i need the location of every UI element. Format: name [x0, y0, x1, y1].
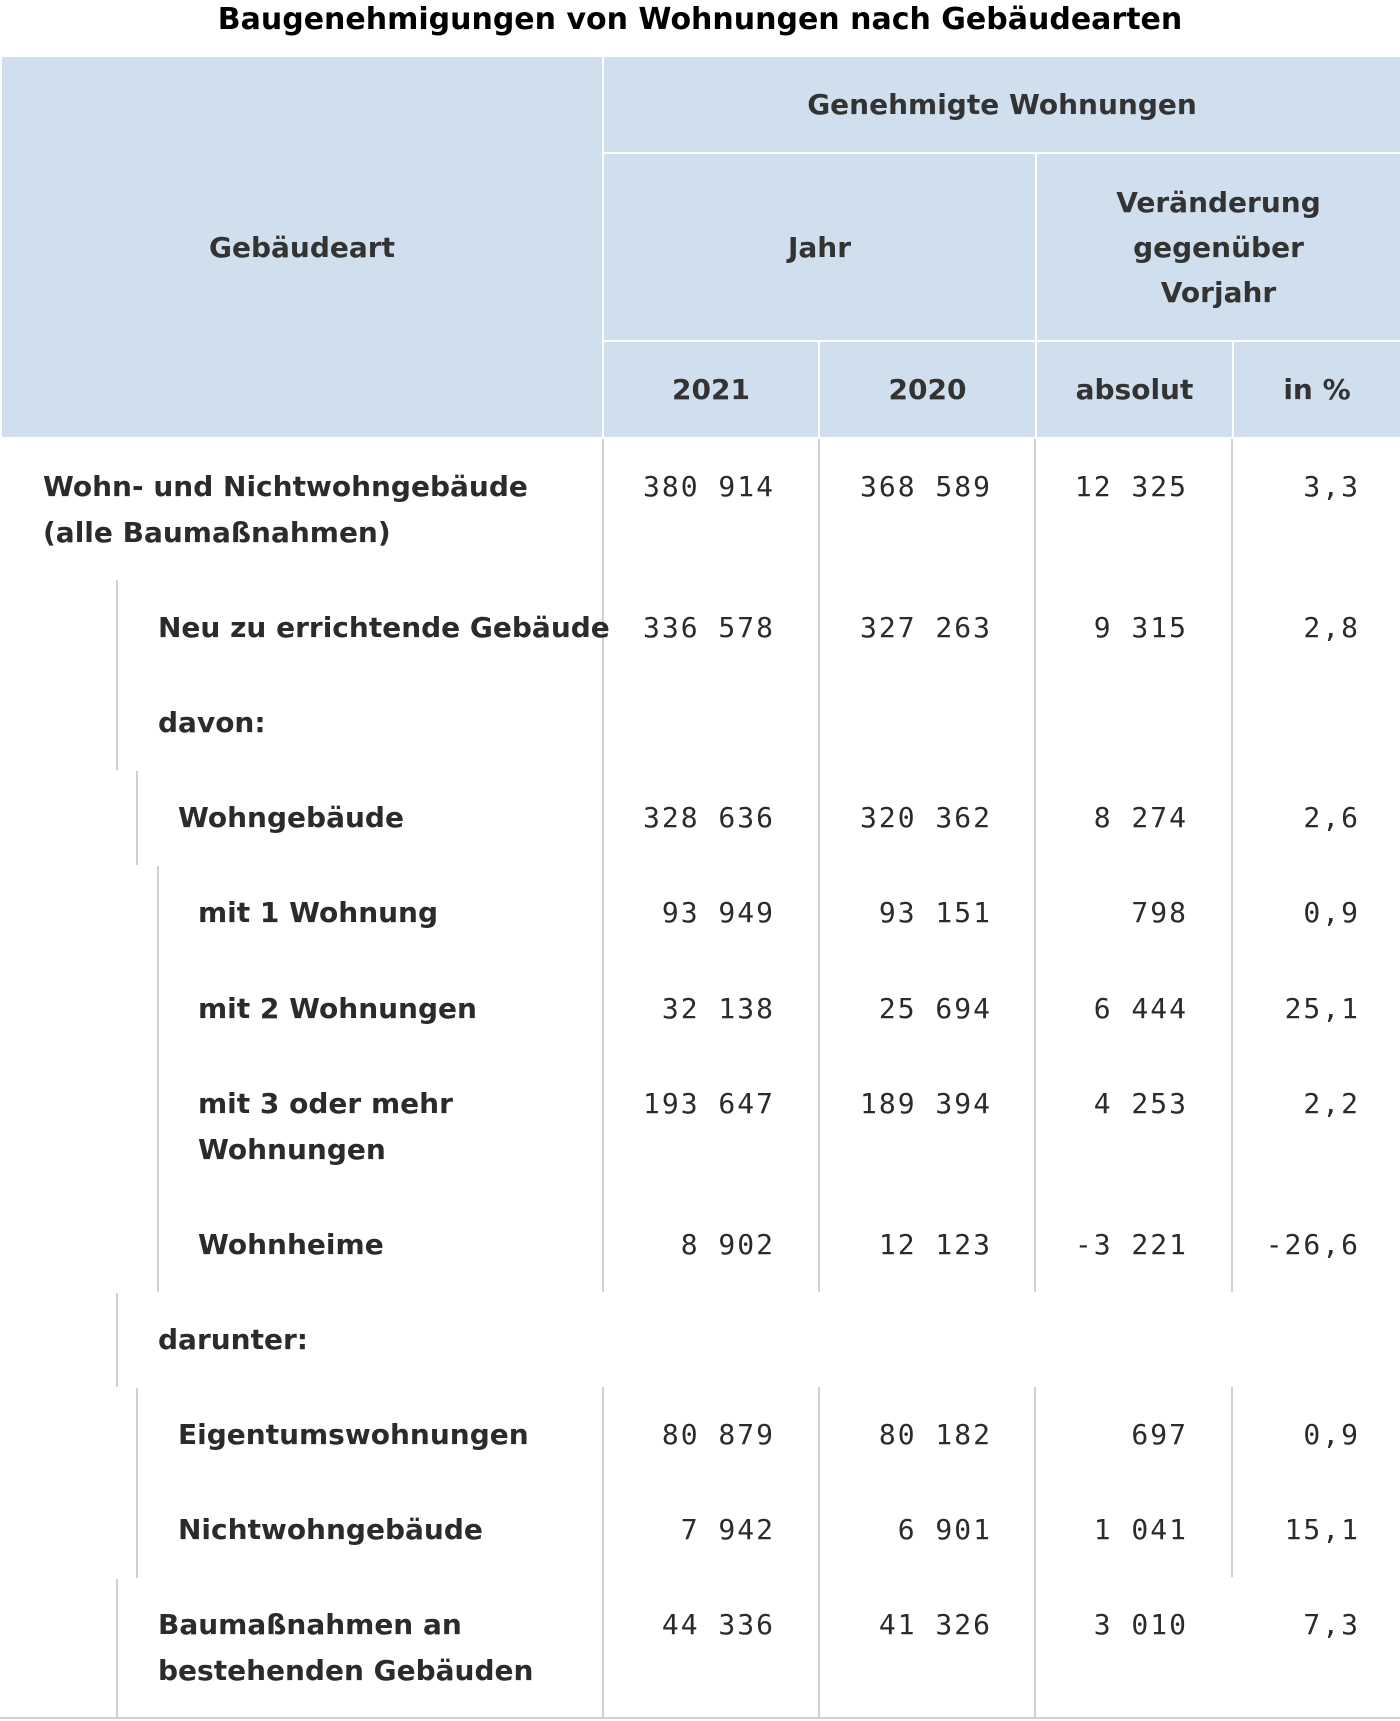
header-absolut-label: absolut	[1075, 373, 1194, 406]
value-prozent: -26,6	[1265, 1228, 1360, 1261]
header-veraenderung	[1037, 154, 1400, 340]
header-jahr-label: Jahr	[787, 230, 852, 264]
header-gebaeudeart	[2, 57, 602, 437]
row-label-line: Wohn- und Nichtwohngebäude	[43, 470, 528, 503]
column-divider	[602, 1387, 604, 1717]
value-prozent: 15,1	[1284, 1513, 1360, 1546]
indent-guide	[116, 1293, 118, 1387]
header-genehmigte-wohnungen	[604, 57, 1400, 152]
value-absolut: 1 041	[1093, 1513, 1188, 1546]
value-2020: 93 151	[878, 896, 992, 929]
column-divider	[1231, 439, 1233, 1292]
value-absolut: 9 315	[1093, 611, 1188, 644]
value-absolut: -3 221	[1074, 1228, 1188, 1261]
header-veraenderung-line: Veränderung	[1116, 185, 1321, 219]
row-label-line: mit 3 oder mehr	[198, 1087, 453, 1120]
header-absolut	[1037, 342, 1232, 437]
indent-guide	[136, 1388, 138, 1578]
value-2021: 32 138	[661, 992, 775, 1025]
row-label-neu-zu-errichtende-gebaeude: Neu zu errichtende Gebäude	[158, 611, 610, 644]
row-label-wohnheime: Wohnheime	[198, 1228, 384, 1261]
header-2021-label: 2021	[672, 373, 750, 406]
value-2021: 328 636	[642, 801, 775, 834]
value-prozent: 2,6	[1303, 801, 1360, 834]
header-gebaeudeart-label: Gebäudeart	[209, 230, 395, 264]
header-genehmigte-wohnungen-label: Genehmigte Wohnungen	[807, 88, 1197, 121]
value-absolut: 697	[1131, 1418, 1188, 1451]
row-label-line: Wohnungen	[198, 1133, 386, 1166]
table-title: Baugenehmigungen von Wohnungen nach Gebäudearten	[217, 2, 1183, 37]
row-label-wohngebaeude: Wohngebäude	[178, 801, 404, 834]
header-2020	[820, 342, 1035, 437]
value-2020: 320 362	[859, 801, 992, 834]
column-divider	[818, 439, 820, 1292]
value-prozent: 0,9	[1303, 1418, 1360, 1451]
value-2020: 41 326	[878, 1608, 992, 1641]
value-2021: 336 578	[642, 611, 775, 644]
value-2020: 25 694	[878, 992, 992, 1025]
row-label-mit-3-oder-mehr-wohnungen	[198, 1081, 453, 1173]
row-label-line: bestehenden Gebäuden	[158, 1654, 534, 1687]
value-prozent: 2,2	[1303, 1087, 1360, 1120]
value-2020: 189 394	[859, 1087, 992, 1120]
value-prozent: 2,8	[1303, 611, 1360, 644]
value-prozent: 25,1	[1284, 992, 1360, 1025]
row-label-wohn-und-nichtwohngebaeude	[43, 464, 528, 556]
row-label-nichtwohngebaeude: Nichtwohngebäude	[178, 1513, 483, 1546]
value-absolut: 3 010	[1093, 1608, 1188, 1641]
value-absolut: 4 253	[1093, 1087, 1188, 1120]
header-veraenderung-line: gegenüber	[1133, 230, 1304, 264]
value-2021: 8 902	[680, 1228, 775, 1261]
row-label-baumassnahmen-an-bestehenden-gebaeuden	[158, 1602, 533, 1694]
value-2020: 6 901	[897, 1513, 992, 1546]
value-prozent: 7,3	[1303, 1608, 1360, 1641]
value-2021: 44 336	[661, 1608, 775, 1641]
header-2021	[604, 342, 818, 437]
row-label-line: (alle Baumaßnahmen)	[43, 516, 391, 549]
header-jahr	[604, 154, 1035, 340]
value-2020: 12 123	[878, 1228, 992, 1261]
header-prozent	[1234, 342, 1400, 437]
value-absolut: 8 274	[1093, 801, 1188, 834]
row-label-mit-2-wohnungen: mit 2 Wohnungen	[198, 992, 477, 1025]
value-2020: 80 182	[878, 1418, 992, 1451]
indent-guide	[136, 771, 138, 865]
indent-guide	[116, 580, 118, 770]
value-2021: 7 942	[680, 1513, 775, 1546]
value-prozent: 0,9	[1303, 896, 1360, 929]
value-absolut: 798	[1131, 896, 1188, 929]
value-2020: 327 263	[859, 611, 992, 644]
header-prozent-label: in %	[1283, 373, 1351, 406]
row-label-mit-1-wohnung: mit 1 Wohnung	[198, 896, 439, 929]
table-bottom-border	[0, 1717, 1400, 1719]
indent-guide	[157, 866, 159, 1292]
column-divider	[602, 439, 604, 1292]
value-2021: 380 914	[642, 470, 775, 503]
value-2021: 80 879	[661, 1418, 775, 1451]
value-2020: 368 589	[859, 470, 992, 503]
row-label-eigentumswohnungen: Eigentumswohnungen	[178, 1418, 529, 1451]
value-2021: 193 647	[642, 1087, 775, 1120]
value-prozent: 3,3	[1303, 470, 1360, 503]
value-absolut: 6 444	[1093, 992, 1188, 1025]
header-2020-label: 2020	[888, 373, 967, 406]
value-2021: 93 949	[661, 896, 775, 929]
row-label-davon: davon:	[158, 706, 266, 739]
value-absolut: 12 325	[1074, 470, 1188, 503]
column-divider	[1034, 439, 1036, 1292]
row-label-darunter: darunter:	[158, 1323, 308, 1356]
header-veraenderung-line: Vorjahr	[1160, 275, 1277, 309]
indent-guide	[116, 1579, 118, 1717]
row-label-line: Baumaßnahmen an	[158, 1608, 462, 1641]
